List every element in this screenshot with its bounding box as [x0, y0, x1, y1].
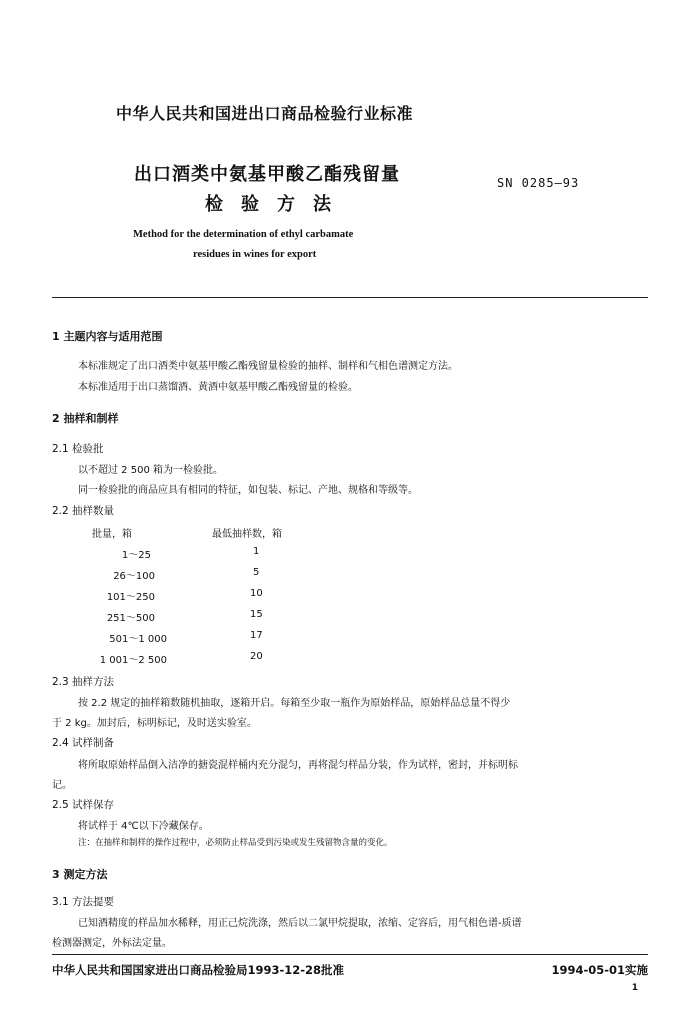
section-2-3-heading: 2.3 抽样方法: [52, 676, 115, 688]
section-2-2-heading: 2.2 抽样数量: [52, 505, 115, 517]
table-cell-lot: 26～100: [113, 571, 155, 582]
table-header-min-sample: 最低抽样数，箱: [212, 529, 282, 540]
table-cell-min: 1: [253, 546, 260, 557]
english-title-line2: residues in wines for export: [193, 249, 317, 260]
section-3-1-line2: 检测器测定，外标法定量。: [52, 938, 172, 949]
table-cell-lot: 1～25: [121, 550, 151, 561]
section-3-1-heading: 3.1 方法提要: [52, 896, 115, 908]
implementation-date: 1994-05-01实施: [551, 963, 648, 977]
section-2-3-line1: 按 2.2 规定的抽样箱数随机抽取，逐箱开启。每箱至少取一瓶作为原始样品，原始样品总量不得少: [78, 698, 511, 709]
section-2-heading: 2 抽样和制样: [52, 412, 119, 425]
approval-statement: 中华人民共和国国家进出口商品检验局1993-12-28批准: [52, 963, 345, 977]
section-2-1-line2: 同一检验批的商品应具有相同的特征，如包装、标记、产地、规格和等级等。: [78, 485, 418, 496]
section-1-para2: 本标准适用于出口蒸馏酒、黄酒中氨基甲酸乙酯残留量的检验。: [78, 382, 358, 393]
section-2-3-line2: 于 2 kg。加封后，标明标记，及时送实验室。: [52, 718, 257, 729]
table-cell-min: 10: [250, 588, 263, 599]
document-title-line1: 出口酒类中氨基甲酸乙酯残留量: [134, 164, 400, 185]
table-cell-lot: 1 001～2 500: [99, 655, 167, 666]
table-cell-min: 15: [250, 609, 263, 620]
header-divider: [52, 297, 648, 298]
page-number: 1: [631, 983, 638, 993]
table-cell-lot: 251～500: [106, 613, 155, 624]
section-3-1-line1: 已知酒精度的样品加水稀释，用正己烷洗涤，然后以二氯甲烷提取，浓缩、定容后，用气相色谱-质谱: [78, 918, 522, 929]
document-title-line2: 检验方法: [205, 194, 349, 215]
section-2-5-heading: 2.5 试样保存: [52, 799, 115, 811]
section-2-4-heading: 2.4 试样制备: [52, 737, 115, 749]
footer-divider: [52, 954, 648, 955]
section-2-4-line2: 记。: [52, 780, 72, 791]
table-cell-min: 20: [250, 651, 263, 662]
section-2-1-line1: 以不超过 2 500 箱为一检验批。: [78, 465, 223, 476]
table-cell-lot: 501～1 000: [109, 634, 167, 645]
table-cell-min: 5: [253, 567, 260, 578]
section-1-para1: 本标准规定了出口酒类中氨基甲酸乙酯残留量检验的抽样、制样和气相色谱测定方法。: [78, 361, 458, 372]
table-cell-lot: 101～250: [106, 592, 155, 603]
section-2-5-line1: 将试样于 4℃以下冷藏保存。: [78, 821, 209, 832]
organization-standard-header: 中华人民共和国进出口商品检验行业标准: [116, 104, 414, 123]
section-1-heading: 1 主题内容与适用范围: [52, 330, 163, 343]
table-cell-min: 17: [250, 630, 263, 641]
section-2-4-line1: 将所取原始样品倒入洁净的搪瓷混样桶内充分混匀，再将混匀样品分装，作为试样，密封，并标明标: [78, 760, 518, 771]
english-title-line1: Method for the determination of ethyl carbamate: [133, 229, 354, 240]
standard-number: SN 0285—93: [497, 176, 580, 190]
section-2-5-note: 注：在抽样和制样的操作过程中，必须防止样品受到污染或发生残留物含量的变化。: [78, 838, 393, 848]
section-2-1-heading: 2.1 检验批: [52, 443, 104, 455]
table-header-lot: 批量，箱: [92, 529, 132, 540]
section-3-heading: 3 测定方法: [52, 868, 108, 881]
